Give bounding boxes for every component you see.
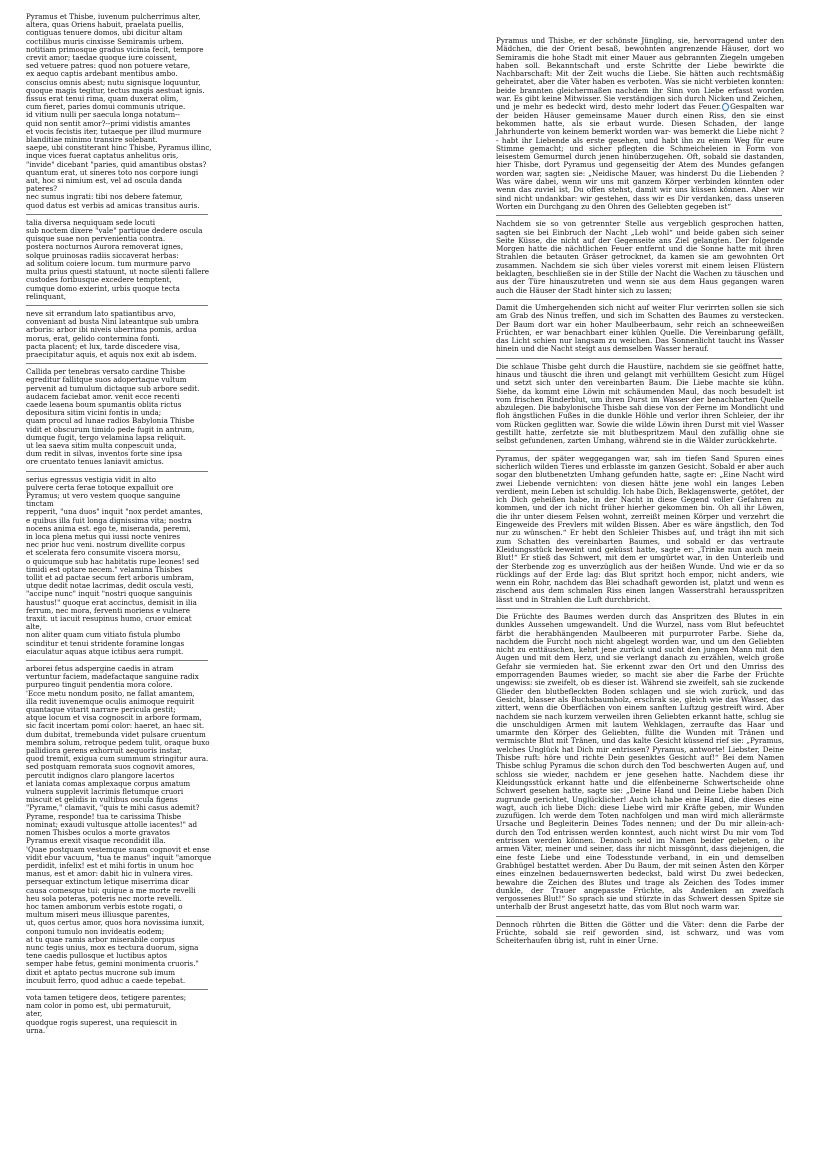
german-text: Damit die Umhergehenden sich nicht auf weiter Flur verirrten sollen sie sich am Grab des Ninus treffen, und sich im Schatten des Baumes zu verstecken. Der Baum dort war ein hoher Maulbeerbaum, sehr reich an schneeweißen Früchten, er war benachbart einer kühlen Quelle. Die Vereinbarung gefällt, das Licht schien nur langsam zu weichen. Das Sonnenlicht taucht ins Wasser hinein und die Nacht steigt aus demselben Wasser herauf. — [496, 302, 784, 354]
divider — [496, 215, 782, 216]
german-text: Pyramus, der später weggegangen war, sah im tiefen Sand Spuren eines sicherlich wilden Tieres und erblasste im ganzen Gesicht. Sobald er aber auch sogar den blutbenetzten Umhang gefunden hatte, sagte er: „Eine Nacht wird zwei Liebende vernichten: von diesen hätte jene wohl ein langes Leben verdient, mein Leben ist schuldig. Ich habe Dich, Beklagenswerte, getötet, der ich Dich geheißen habe, in der Nacht in diese Gegend voller Gefahren zu kommen, und der ich nicht früher hierher gekommen bin. Oh all ihr Löwen, die ihr unter diesem Felsen wohnt, zerreißt meinen Körper und verzehrt die Eingeweide des Frevlers mit wilden Bissen. Aber es wäre ängstlich, den Tod nur zu wünschen.“ Er hebt den Schleier Thisbes auf, und trägt ihn mit sich zum Schatten des vereinbarten Baumes, und sobald er das vertraute Kleidungsstück beweint und geküsst hatte, sagte er: „Trinke nun auch mein Blut!“ Er stieß das Schwert, mit dem er umgürtet war, in den Unterleib und der Sterbende zog es unverzüglich aus der heißen Wunde. Und wie er da so rücklings auf der Erde lag: das Blut spritzt hoch empor, nicht anders, wie wenn ein Rohr, nachdem das Blei schadhaft geworden ist, platzt und wenn es zischend aus dem schmalen Riss einen langen Wasserstrahl herausspritzen lässt und in Strahlen die Luft durchbricht. — [496, 453, 784, 604]
divider — [496, 450, 782, 451]
latin-section-6 — [26, 665, 216, 985]
german-text — [496, 37, 784, 211]
latin-section-4 — [26, 368, 216, 466]
latin-column — [26, 13, 216, 1035]
latin-text: vota tamen tetigere deos, tetigere parentes; nam color in pomo est, ubi permaturuit, ater, quodque rogis superest, una requiescit in urna.` — [26, 992, 187, 1035]
divider — [26, 363, 208, 364]
divider — [26, 660, 208, 661]
divider — [496, 916, 782, 917]
german-section-1 — [496, 37, 784, 211]
german-text: Die schlaue Thisbe geht durch die Haustüre, nachdem sie sie geöffnet hatte, hinaus und täuscht die ihren und gelangt mit verhülltem Gesicht zum Hügel und setzt sich unter den vereinbarten Baum. Die Liebe machte sie kühn. Siehe, da kommt eine Löwin mit schäumenden Maul, das noch besudelt ist vom frischen Rinderblut, um ihren Durst im Wasser der benachbarten Quelle abzulegen. Die babylonische Thisbe sah diese von der Ferne im Mondlicht und floh ängstlichen Fußes in die dunkle Höhle und verlor ihren Schleier, der ihr vom Rücken geglitten war. Sowie die wilde Löwin ihren Durst mit viel Wasser gestillt hatte, zerfetzte sie mit blutbespritzem Maul den zufällig ohne sie selbst gefundenen, zarten Umhang, während sie in die Wälder zurückkehrte. — [496, 361, 784, 446]
divider — [26, 989, 208, 990]
german-text: Die Früchte des Baumes werden durch das Anspritzen des Blutes in ein dunkles Aussehen umgewandelt. Und die Wurzel, nass vom Blut befeuchtet färbt die herabhängenden Maulbeeren mit purpurroter Farbe. Siehe da, nachdem die Furcht noch nicht abgelegt worden war, und um den Geliebten nicht zu enttäuschen, kehrt jene zurück und sucht den jungen Mann mit den Augen und mit dem Herz, und sie verlangt danach zu erzählen, welch große Gefahr sie vermieden hat. Sie erkennt zwar den Ort und den Umriss des emporragenden Baumes wieder, so macht sie aber die Farbe der Früchte ungewiss: sie zweifelt, ob es dieser ist. Während sie zweifelt, sah sie zuckende Glieder den blutbefleckten Boden schlagen und sie wich zurück, und das Gesicht, blasser als Buchsbaumholz, erschrak sie, gleich wie das Wasser, das zittert, wenn die Oberflächen von einem sanften Luftzug gestreift wird. Aber nachdem sie nach kurzem verweilen ihren Geliebten erkannt hatte, schlug sie die unschuldigen Armen mit lautem Wehklagen, zerraufte das Haar und umarmte den Körper des Geliebten, füllte die Wunden mit Tränen und vermischte Blut mit Tränen, und das kalte Gesicht küssend rief sie: „Pyramus, welches Unglück hat Dich mir entrissen? Pyramus, antworte! Liebster, Deine Thisbe ruft: höre und richte Dein gesenktes Gesicht auf!“ Bei dem Namen Thisbe schlug Pyramus die schon durch den Tod beschwerten Augen auf, und schloss sie wieder, nachdem er jene gesehen hatte. Nachdem diese ihr Kleidungsstück erkannt hatte und die elfenbeinerne Schwertscheide ohne Schwert gesehen hatte, sagte sie: „Deine Hand und Deine Liebe haben Dich zugrunde gerichtet, Unglücklicher! Auch ich habe eine Hand, die dieses eine wagt, auch ich liebe Dich: diese Liebe wird mir Kräfte geben, mir Wunden zuzufügen. Ich werde dem Toten nachfolgen und man wird mich allerärmste Ursache und Begleiterin Deines Todes nennen; und der Du mir allein-ach- durch den Tod entrissen werden konntest, auch nicht wirst Du mir vom Tod entrissen werden können. Dennoch seid im Namen beider gebeten, o ihr armen Väter, meiner und seiner, dass ihr nicht missgönnt, dass diejenigen, die eine feste Liebe und eine Todesstunde verband, in ein und demselben Grabhügel bestattet werden. Aber Du Baum, der mit seinen Ästen den Körper eines einzelnen bedauernswerten bedeckst, bald wirst Du zwei bedecken, bewahre die Zeichen des Blutes und trage als Zeichen des Todes immer dunkle, der Trauer angepasste Früchte, als Andenken an zweifach vergossenes Blut!“ So sprach sie und stürzte in das Schwert dessen Spitze sie unterhalb der Brust angesetzt hatte, das vom Blut noch warm war. — [496, 612, 784, 912]
german-text-part: Pyramus und Thisbe, er der schönste Jüngling, sie, hervorragend unter den Mädchen, die der Orient besaß, bewohnten angrenzende Häuser, dort wo Semiramis die hohe Stadt mit einer Mauer aus gebrannten Ziegeln umgeben haben soll. Bekanntschaft und erste Schritte der Liebe bewirkte die Nachbarschaft: Mit der Zeit wuchs die Liebe. Sie hätten auch rechtsmäßig geheiratet, aber die Väter haben es verboten. Was sie nicht verbieten konnten: beide brannten gleichermaßen nachdem ihr Sinn von Liebe erfasst worden war. Es gibt keine Mitwisser. Sie verständigen sich durch Nicken und Zeichen, und je mehr es bedeckt wird, desto mehr lodert das Feuer. — [496, 36, 784, 112]
german-section-6 — [496, 613, 784, 912]
divider — [26, 471, 208, 472]
latin-text: Pyramus et Thisbe, iuvenum pulcherrimus alter, altera, quas Oriens habuit, praelata puellis, contiguas tenuere domos, ubi dicitur altam coctilibus muris cinxisse Semiramis urbem. notitiam primosque gradus vicinia fecit, tempore crevit amor; taedae quoque iure coissent, sed vetuere patres: quod non potuere vetare, ex aequo captis ardebant mentibus ambo. conscius omnis abest; nutu signisque loquuntur, quoque magis tegitur, tectus magis aestuat ignis. fissus erat tenui rima, quam duxerat olim, cum fieret, paries domui communis utrique. id vitium nulli per saecula longa notatum-- quid non sentit amor?--primi vidistis amantes et vocis fecistis iter, tutaeque per illud murmure blanditiae minimo transire solebant. saepe, ubi constiterant hinc Thisbe, Pyramus illinc, inque vices fuerat captatus anhelitus oris, "invide" dicebant "paries, quid amantibus obstas? quantum erat, ut sineres toto nos corpore iungi aut, hoc si nimium est, vel ad oscula danda pateres? nec sumus ingrati: tibi nos debere fatemur, quod datus est verbis ad amicas transitus auris. — [26, 12, 212, 210]
latin-text: arborei fetus adspergine caedis in atram vertuntur faciem, madefactaque sanguine radix purpureo tinguit pendentia mora colore. 'Ecce metu nondum posito, ne fallat amantem, illa redit iuvenemque oculis animoque requirit quantaque vitarit narrare pericula gestit; atque locum et visa cognoscit in arbore formam, sic facit incertam pomi color: haeret, an haec sit. dum dubitat, tremebunda videt pulsare cruentum membra solum, retroque pedem tulit, oraque buxo pallidiora gerens exhorruit aequoris instar, quod tremit, exigua cum summum stringitur aura. sed postquam remorata suos cognovit amores, percutit indignos claro plangore lacertos et laniata comas amplexaque corpus amatum vulnera supplevit lacrimis fletumque cruori miscuit et gelidis in vultibus oscula figens "Pyrame," clamavit, "quis te mihi casus ademit? Pyrame, responde! tua te carissima Thisbe nominat; exaudi vultusque attolle iacentes!" ad nomen Thisbes oculos a morte gravatos Pyramus erexit visaque recondidit illa. 'Quae postquam vestemque suam cognovit et ense vidit ebur vacuum, "tua te manus" inquit "amorque perdidit, infelix! est et mihi fortis in unum hoc manus, est et amor: dabit hic in vulnera vires. persequar extinctum letique miserrima dicar causa comesque tui: quique a me morte revelli heu sola poteras, poteris nec morte revelli. hoc tamen amborum verbis estote rogati, o multum miseri meus illiusque parentes, ut, quos certus amor, quos hora novissima iunxit, conponi tumulo non invideatis eodem; at tu quae ramis arbor miserabile corpus nunc tegis unius, mox es tectura duorum, signa tene caedis pullosque et luctibus aptos semper habe fetus, gemini monimenta cruoris." dixit et aptato pectus mucrone sub imum incubuit ferro, quod adhuc a caede tepebat. — [26, 664, 212, 985]
latin-text: talia diversa nequiquam sede locuti sub noctem dixere "vale" partique dedere oscula quisque suae non pervenientia contra. postera nocturnos Aurora removerat ignes, solque pruinosas radiis siccaverat herbas: ad solitum coiere locum. tum murmure parvo multa prius questi statuunt, ut nocte silenti fallere custodes foribusque excedere temptent, cumque domo exierint, urbis quoque tecta relinquant, — [26, 217, 210, 301]
latin-section-1 — [26, 13, 216, 210]
german-text-part: Gespalten war der beiden Häuser gemeinsame Mauer durch einen Riss, den sie einst bekommen hatte, als sie erbaut wurde. Diesen Schaden, der lange Jahrhunderte von keinem bemerkt worden war- was bemerkt die Liebe nicht ?- habt ihr Liebende als erste gesehen, und habt ihn zu einem Weg für eure Stimme gemacht; und sicher pflegten die Schmeicheleien in Form von leisestem Gemurmel durch jenen hinüberzugehen. Oft, sobald sie dastanden, hier Thisbe, dort Pyramus und gegenseitig der Atem des Mundes gefangen worden war, sagten sie: „Neidische Mauer, was hinderst Du die Liebenden ? Was wäre dabei, wenn wir uns mit ganzem Körper verbinden könnten oder wenn das zuviel ist, Du offen stehst, damit wir uns küssen können. Aber wir sind nicht undankbar: wir gestehen, dass wir es Dir verdanken, dass unseren Worten ein Durchgang zu den Ohren des Geliebten gegeben ist“ — [496, 102, 784, 211]
divider — [496, 299, 782, 300]
latin-section-7 — [26, 994, 216, 1035]
latin-text: Callida per tenebras versato cardine Thisbe egreditur fallitque suos adopertaque vultum pervenit ad tumulum dictaque sub arbore sedit. audacem faciebat amor. venit ecce recenti caede leaena boum spumantis oblita rictus depositura sitim vicini fontis in unda; quam procul ad lunae radios Babylonia Thisbe vidit et obscurum timido pede fugit in antrum, dumque fugit, tergo velamina lapsa reliquit. ut lea saeva sitim multa conpescuit unda, dum redit in silvas, inventos forte sine ipsa ore cruentato tenues laniavit amictus. — [26, 367, 200, 467]
german-column — [496, 37, 784, 946]
german-text: Nachdem sie so von getrennter Stelle aus vergeblich gesprochen hatten, sagten sie bei Einbruch der Nacht „Leb wohl“ und beide gaben sich seiner Seite Küsse, die nicht auf der Gegenseite ans Ziel gelangten. Der folgende Morgen hatte die nächtlichen Feuer entfernt und die Sonne hatte mit ihren Strahlen die betauten Gräser getrocknet, da kamen sie am gewohnten Ort zusammen. Nachdem sie sich über vieles vorerst mit einem leisen Flüstern beklagten, beschließen sie in der Stille der Nacht die Wachen zu täuschen und aus der Türe hinauszutreten und wenn sie aus dem Haus gegangen waren auch die Häuser der Stadt hinter sich zu lassen; — [496, 219, 784, 295]
latin-section-5 — [26, 476, 216, 656]
divider — [26, 305, 208, 306]
latin-text: serius egressus vestigia vidit in alto pulvere certa ferae totoque expalluit ore Pyramus; ut vero vestem quoque sanguine tinctam repperit, "una duos" inquit "nox perdet amantes, e quibus illa fuit longa dignissima vita; nostra nocens anima est. ego te, miseranda, peremi, in loca plena metus qui iussi nocte venires nec prior huc veni. nostrum divellite corpus et scelerata fero consumite viscera morsu, o quicumque sub hac habitatis rupe leones! sed timidi est optare necem." velamina Thisbes tollit et ad pactae secum fert arboris umbram, utque dedit notae lacrimas, dedit oscula vesti, "accipe nunc" inquit "nostri quoque sanguinis haustus!" quoque erat accinctus, demisit in ilia ferrum, nec mora, ferventi moriens e vulnere traxit. ut iacuit resupinus humo, cruor emicat alte, non aliter quam cum vitiato fistula plumbo scinditur et tenui stridente foramine longas eiaculatur aquas atque ictibus aera rumpit. — [26, 474, 203, 656]
german-section-3 — [496, 304, 784, 354]
german-section-5 — [496, 455, 784, 604]
german-text: Dennoch rührten die Bitten die Götter und die Väter: denn die Farbe der Früchte, sobald sie reif geworden sind, ist schwarz, und was vom Scheiterhaufen übrig ist, ruht in einer Urne. — [496, 919, 784, 946]
divider — [496, 358, 782, 359]
german-section-2 — [496, 220, 784, 295]
divider — [26, 214, 208, 215]
german-section-7 — [496, 921, 784, 946]
latin-section-3 — [26, 310, 216, 359]
german-section-4 — [496, 363, 784, 446]
divider — [496, 608, 782, 609]
latin-text: neve sit errandum lato spatiantibus arvo, conveniant ad busta Nini lateantque sub umbra arboris: arbor ibi niveis uberrima pomis, ardua morus, erat, gelido contermina fonti. pacta placent; et lux, tarde discedere visa, praecipitatur aquis, et aquis nox exit ab isdem. — [26, 308, 199, 359]
latin-section-2 — [26, 219, 216, 301]
